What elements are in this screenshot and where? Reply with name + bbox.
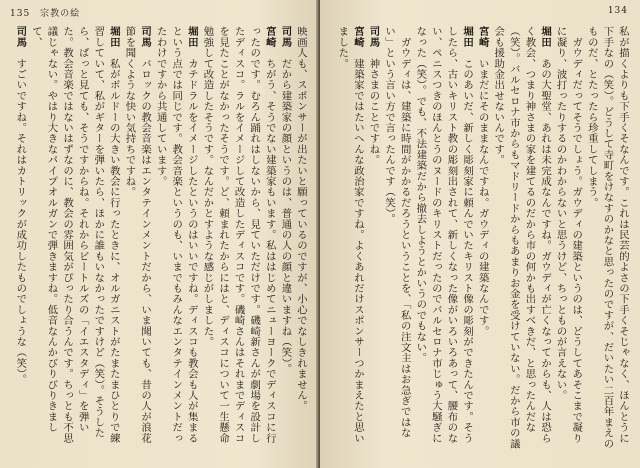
- paragraph: [334, 26, 365, 450]
- left-page-body: [12, 26, 308, 450]
- paragraph-text: カテドラルをイメージしたというのはいいですね。ディスコも教会も人が集まるという点では同じです。教会音楽というのも、いまでもみんなエンタテインメントだったわけですから共通しています。: [154, 26, 198, 444]
- paragraph: [552, 26, 583, 450]
- speaker-name: 堀田: [461, 26, 474, 48]
- speaker-name: 堀田: [107, 26, 120, 48]
- paragraph: [277, 26, 293, 450]
- paragraph-text: バロックの教会音楽はエンタテインメントだから、いま聞いても、昔の人が浪花節を聞くような快い気持ちですね。: [123, 26, 152, 444]
- paragraph-text: 私がボルドーの大きい教会に行ったときに、オルガニストがたまたまひとりで練習していて、私がギターを弾いたら、ほかに誰もいなかったですけど（笑）。そうしたら、ぱっと見ても、そうですからね。それからビートルズの「イエスタディ」を弾いた。教会音楽ではないはずなのに、教会の雰囲気がぴったり合うんです。ちっとも不思議じゃない。やはり大きなパイプオルガンで弾きますね。低音なんかびりびりきまして、: [29, 26, 120, 444]
- paragraph: [490, 26, 552, 450]
- paragraph-text: ガウディは、建築に時間がかかるだろうということを、「私の注文主はお急ぎではない」という言い方で言ったんです（笑）。: [383, 26, 411, 439]
- speaker-name: 堀田: [185, 26, 198, 48]
- paragraph-text: いまだにそのままなんですね。ガウディの建築なんです。: [476, 58, 489, 337]
- paragraph: [583, 26, 630, 450]
- paragraph-text: 私が描くよりも下手くそなんです。これは民芸的よさの下手くそじゃなく、ほんとうに下手なの（笑）。どうして寺町をけなすのかなと思ったのですが、だいたい二百年まえのものだ、とたったら珍重してしまう。: [585, 26, 629, 449]
- speaker-name: 宮崎: [263, 26, 276, 48]
- paragraph: [412, 26, 474, 450]
- left-page: [0, 0, 318, 468]
- speaker-name: 堀田: [539, 26, 552, 48]
- paragraph: [199, 26, 277, 450]
- right-page-body: [334, 26, 630, 450]
- paragraph-text: 映画人も、スポンサーが出たいと願っているのですが、小心でなしきれません。: [295, 26, 307, 412]
- paragraph: [365, 26, 381, 450]
- paragraph: [152, 26, 199, 450]
- left-page-number: 135: [10, 9, 31, 19]
- paragraph-text: 建築家ではたいへんな政治家ですね。よくあれだけスポンサーつかまえたと思いました。: [336, 26, 364, 444]
- speaker-name: 宮崎: [476, 26, 489, 48]
- right-page-number: 134: [607, 6, 628, 16]
- speaker-name: 司馬: [139, 26, 152, 48]
- paragraph: [292, 26, 308, 450]
- paragraph-text: ちがう、そうでない建築家もいます。私ははじめてニューヨークでディスコに行ったのです。むろん踊れはしないから、見ていただけです。磯崎新さんが劇場を設計したディスコ。ラルをイメージして改造したディスコです。磯崎さんはそれまでディスコを見たことがなかったそうです。ど、頼まれたからにはと、ディスコについて一生懸命勉強して改造したそうです。なんだかとすような感じがしました。: [201, 26, 276, 444]
- right-page: [320, 0, 640, 468]
- speaker-name: 宮崎: [351, 26, 364, 48]
- paragraph-text: ガウディだってそうでしょう。ガウディの建築というのは、どうしてあそこまで凝りに凝り、波打ったりするのかわからないと思うけど、ちっとものが言えない。: [554, 26, 583, 444]
- left-page-header: [10, 6, 80, 19]
- paragraph: [27, 26, 121, 450]
- paragraph-text: あの大聖堂、あれは未完成なんですね。ガウディが亡くなってからも、人は恐らく教会、つまり神さまの家を建てるのだから市の何かも出すべきだ、と思ったんだな（笑）。バルセロナ市からもマドリードからもあまりお金を受けていない。だから市の議会も援助金出せないんです。: [492, 26, 552, 449]
- running-header: 宗教の絵: [40, 9, 81, 19]
- paragraph: [121, 26, 152, 450]
- paragraph: [474, 26, 490, 450]
- paragraph-text: すごいですね。それはカトリックが成功したものでしょうな（笑）。: [14, 58, 27, 385]
- paragraph-text: このあいだ、新しく彫刻家に頼んでいたキリスト像の彫刻ができたんです。そうしたら、古いキリスト教の彫刻出されて、新しくなった像がいろいろあって、腰布のない、ペニスつきのほんとうのヌードのキリストだったのでバルセロナ市じゅう大騒ぎになった（笑）。でも、不法建築だから撤去しようとかいうのでもない。: [414, 26, 474, 444]
- paragraph: [12, 26, 27, 450]
- speaker-name: 司馬: [367, 26, 380, 48]
- speaker-name: 司馬: [14, 26, 27, 48]
- right-page-header: [608, 6, 628, 16]
- paragraph-text: 神さまのことですね。: [367, 58, 380, 166]
- paragraph: [381, 26, 412, 450]
- paragraph-text: だから建築家の顔というのは、普通の人の顔と違いますね（笑）。: [279, 58, 292, 374]
- speaker-name: 司馬: [279, 26, 292, 48]
